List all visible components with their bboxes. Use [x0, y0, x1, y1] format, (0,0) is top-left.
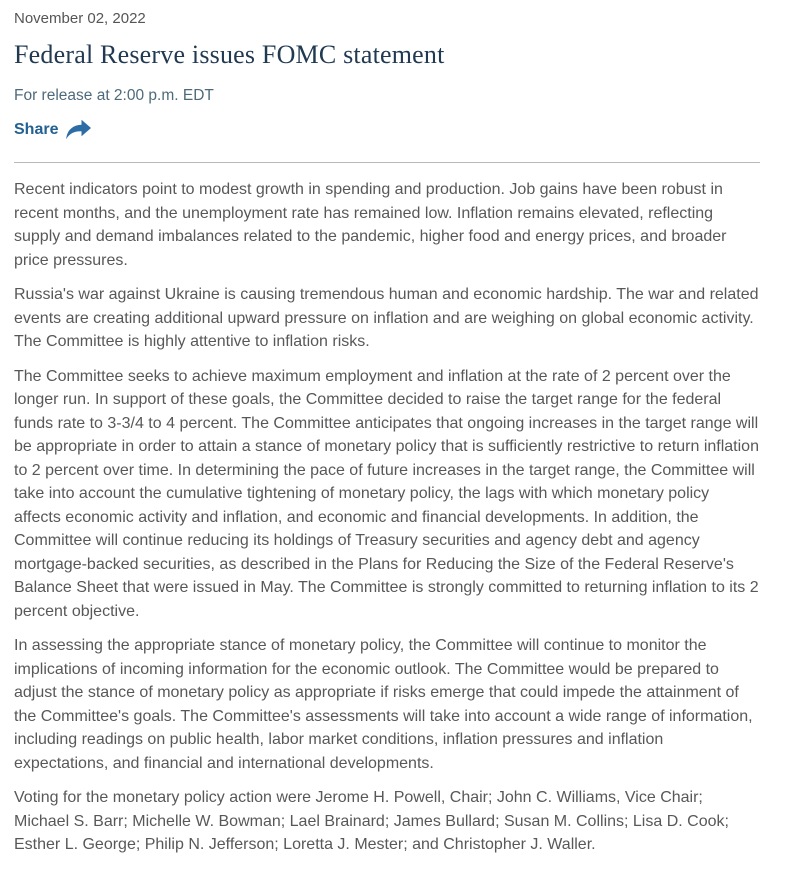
share-forward-arrow-icon: [65, 119, 92, 140]
page-title: Federal Reserve issues FOMC statement: [14, 40, 445, 69]
share-link[interactable]: [14, 119, 92, 140]
article-body: [14, 178, 760, 857]
press-release-date: November 02, 2022: [14, 10, 146, 27]
article-paragraph-policy-decision: The Committee seeks to achieve maximum employment and inflation at the rate of 2 percent over the longer run. In support of these goals, the Committee decided to raise the target range for the federal funds rate to 3-3/4 to 4 percent. The Committee anticipates that ongoing increases in the target range will be appropriate in order to attain a stance of monetary policy that is sufficiently restrictive to return inflation to 2 percent over time. In determining the pace of future increases in the target range, the Committee will take into account the cumulative tightening of monetary policy, the lags with which monetary policy affects economic activity and inflation, and economic and financial developments. In addition, the Committee will continue reducing its holdings of Treasury securities and agency debt and agency mortgage-backed securities, as described in the Plans for Reducing the Size of the Federal Reserve's Balance Sheet that were issued in May. The Committee is strongly committed to returning inflation to its 2 percent objective.: [14, 367, 759, 620]
article-paragraph-economy: Recent indicators point to modest growth in spending and production. Job gains have been robust in recent months, and the unemployment rate has remained low. Inflation remains elevated, reflecting supply and demand imbalances related to the pandemic, higher food and energy prices, and broader price pressures.: [14, 181, 727, 269]
article-paragraph-assessment: In assessing the appropriate stance of monetary policy, the Committee will continue to monitor the implications of incoming information for the economic outlook. The Committee would be prepared to adjust the stance of monetary policy as appropriate if risks emerge that could impede the attainment of the Committee's goals. The Committee's assessments will take into account a wide range of information, including readings on public health, labor market conditions, inflation pressures and inflation expectations, and financial and international developments.: [14, 637, 753, 772]
header-divider: [14, 162, 760, 163]
release-time-line: For release at 2:00 p.m. EDT: [14, 87, 214, 104]
share-link-label: Share: [14, 120, 59, 138]
article-paragraph-voting: Voting for the monetary policy action were Jerome H. Powell, Chair; John C. Williams, Vice Chair; Michael S. Barr; Michelle W. Bowman; Lael Brainard; James Bullard; Susan M. Collins; Lisa D. Cook; Esther L. George; Philip N. Jefferson; Loretta J. Mester; and Christopher J. Waller.: [14, 789, 729, 853]
article-paragraph-ukraine: Russia's war against Ukraine is causing tremendous human and economic hardship. The war and related events are creating additional upward pressure on inflation and are weighing on global economic activity. The Committee is highly attentive to inflation risks.: [14, 286, 759, 350]
